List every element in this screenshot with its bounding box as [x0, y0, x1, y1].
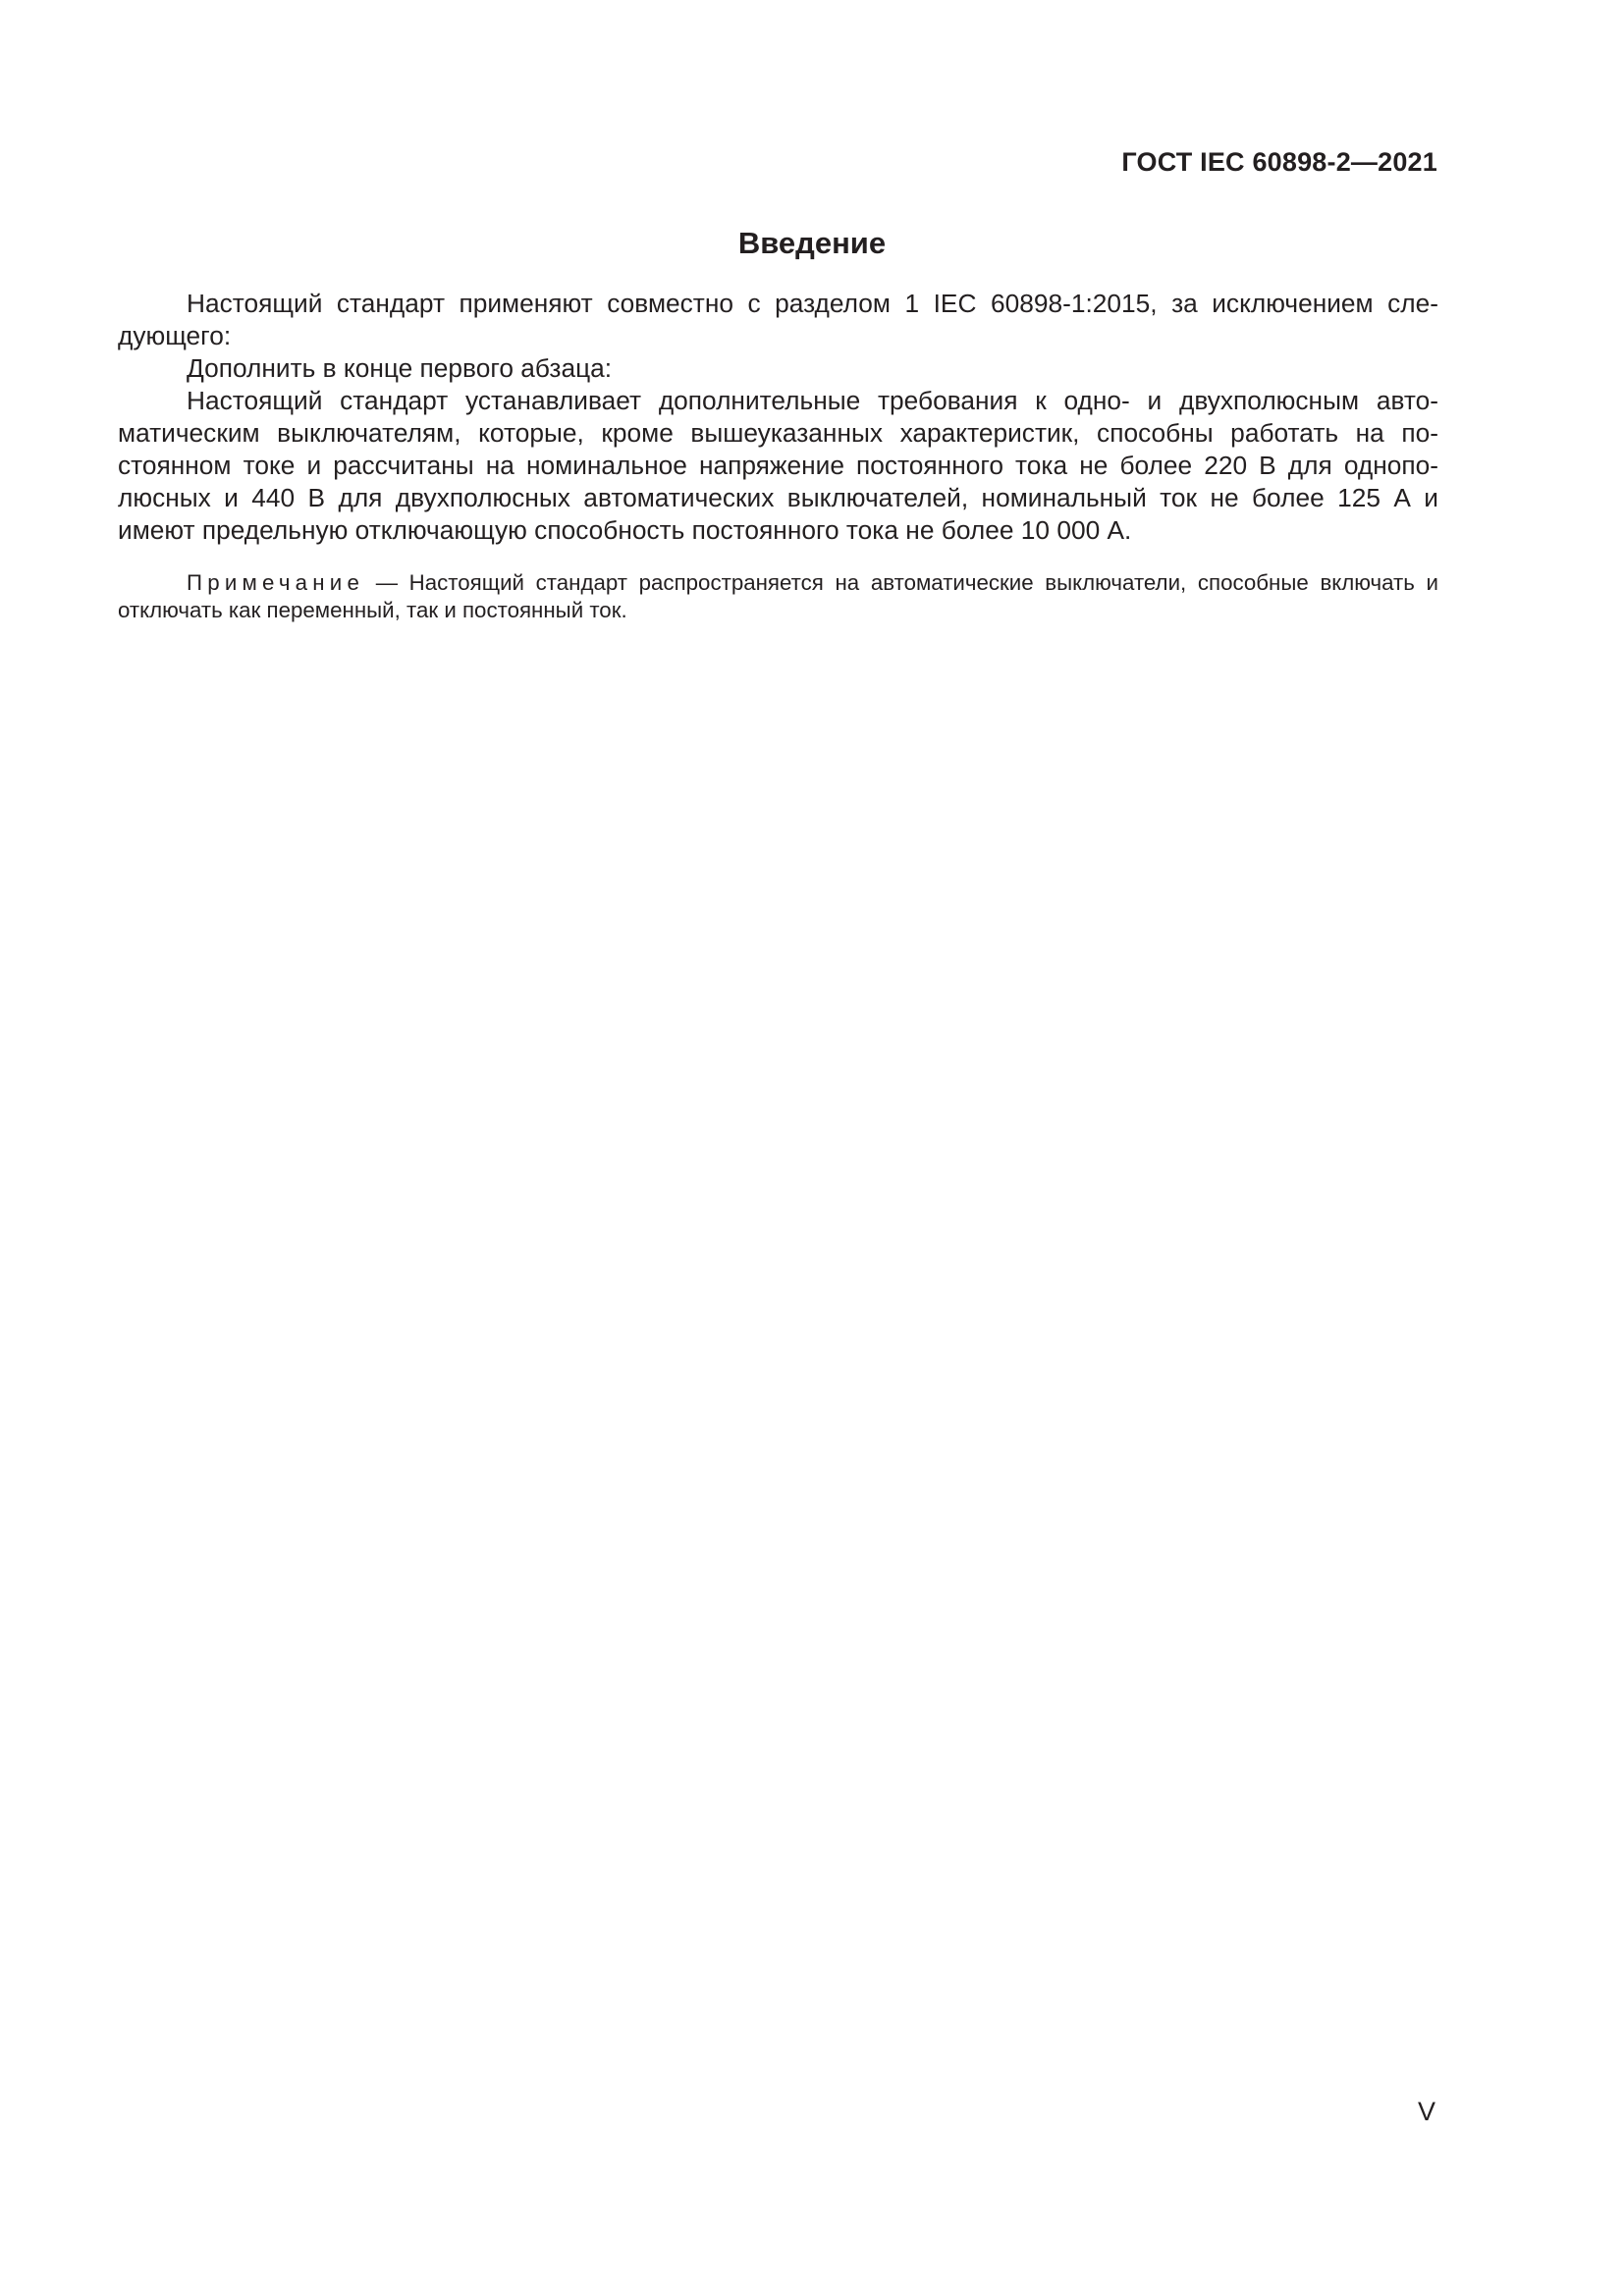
- body-text: [118, 288, 1438, 547]
- page-number: V: [1417, 2097, 1435, 2126]
- note-text: — Настоящий стандарт распространяется на автоматические выключатели, способные включать и отключать как переменный, так и постоянный ток.: [118, 570, 1438, 622]
- note-label: Примечание: [187, 570, 365, 595]
- note: [118, 569, 1438, 624]
- section-title: Введение: [737, 226, 887, 260]
- paragraph: Настоящий стандарт устанавливает дополнительные требования к одно- и двухполюсным автоматическим выключателям, которые, кроме вышеуказанных характеристик, способны работать на постоянном токе и рассчитаны на номинальное напряжение постоянного тока не более 220 В для однополюсных и 440 В для двухполюсных автоматических выключателей, номинальный ток не более 125 А и имеют предельную отключающую способность постоянного тока не более 10 000 А.: [118, 386, 1438, 545]
- paragraph: Дополнить в конце первого абзаца:: [187, 353, 613, 383]
- paragraph: Настоящий стандарт применяют совместно с разделом 1 IEC 60898-1:2015, за исключением следующего:: [118, 289, 1438, 350]
- document-code: ГОСТ IEC 60898-2—2021: [1121, 147, 1437, 177]
